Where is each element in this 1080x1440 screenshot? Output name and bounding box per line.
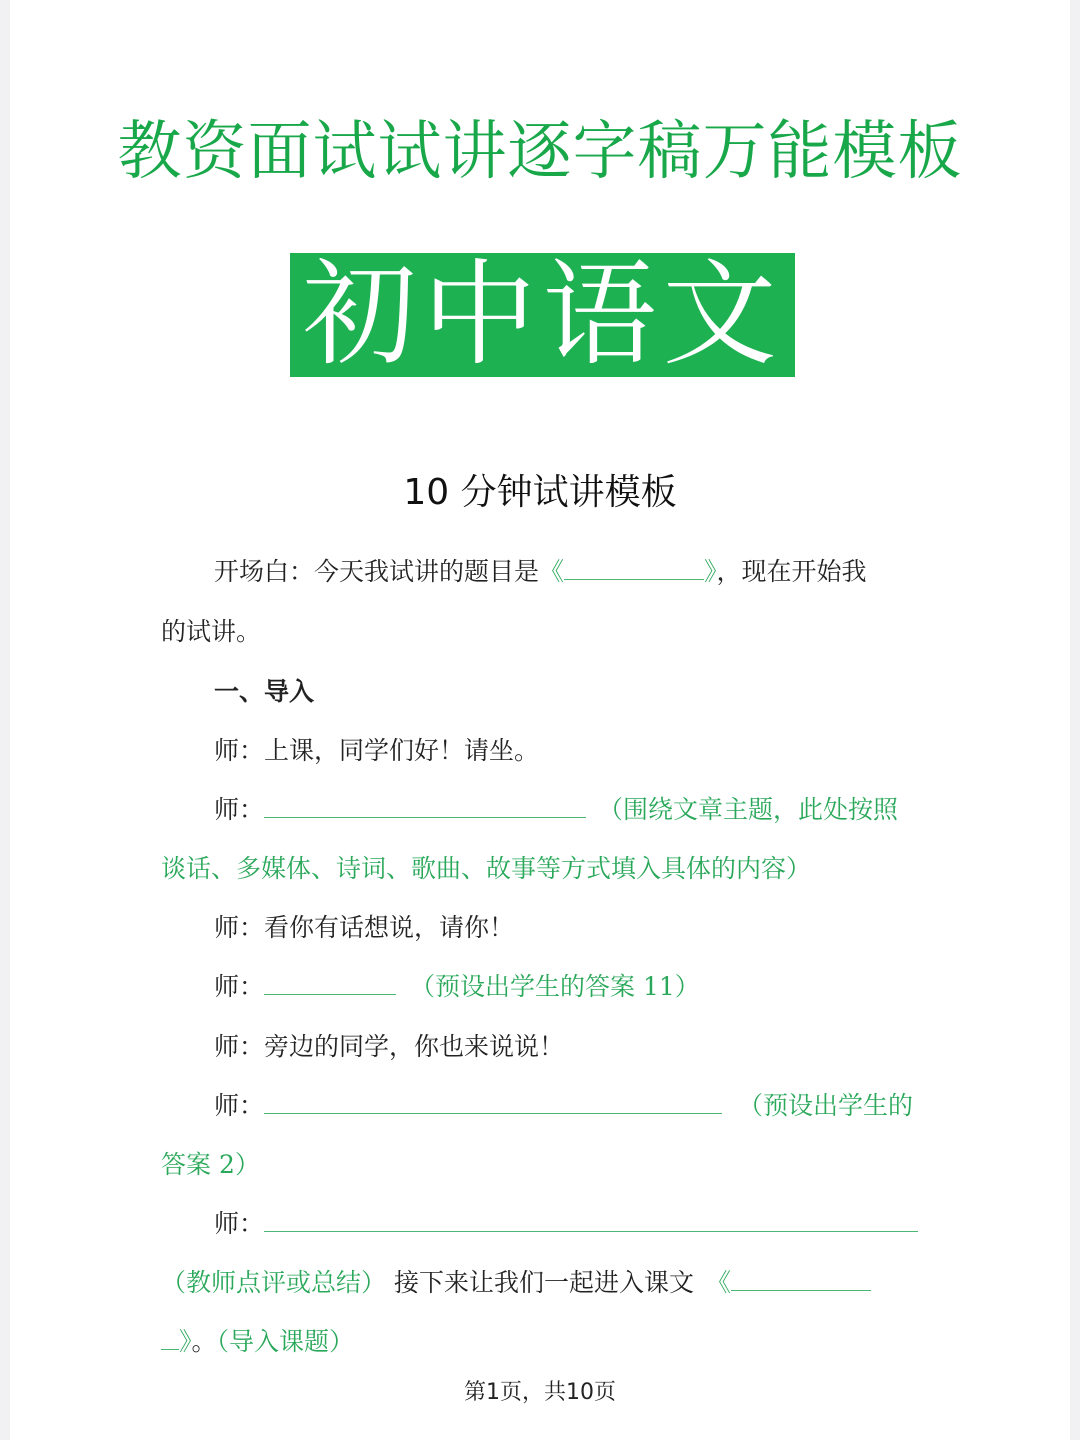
opening-continuation: 的试讲。 bbox=[161, 617, 262, 646]
title-blank-continuation bbox=[161, 1327, 179, 1350]
opening-continuation-line bbox=[161, 612, 261, 652]
invite-2-text: 旁边的同学，你也来说说！ bbox=[264, 1032, 565, 1061]
heading-intro: 一、导入 bbox=[214, 677, 315, 706]
teacher-line-invite-2 bbox=[214, 1027, 564, 1067]
enter-open-quote: 《 bbox=[706, 1268, 732, 1297]
main-title: 教资面试试讲逐字稿万能模板 bbox=[117, 115, 963, 189]
teacher-line-review bbox=[214, 1204, 918, 1244]
lead-title-note: （导入课题） bbox=[216, 1327, 355, 1356]
answer-1-blank bbox=[264, 972, 396, 995]
intro-blank bbox=[264, 795, 586, 818]
teacher-line-greeting bbox=[214, 731, 539, 771]
enter-text-line bbox=[161, 1263, 871, 1303]
teacher-prefix: 师： bbox=[214, 972, 265, 1001]
enter-text: 接下来让我们一起进入课文 bbox=[394, 1268, 695, 1297]
answer-1-note: （预设出学生的答案 11） bbox=[410, 972, 700, 1001]
teacher-line-answer-1 bbox=[214, 967, 700, 1007]
teacher-prefix: 师： bbox=[214, 913, 265, 942]
review-blank bbox=[264, 1209, 918, 1232]
teacher-prefix: 师： bbox=[214, 1091, 265, 1120]
page-footer: 第1页，共10页 bbox=[464, 1380, 616, 1405]
opening-close-quote: 》 bbox=[704, 557, 717, 586]
greeting-text: 上课，同学们好！请坐。 bbox=[264, 736, 540, 765]
lead-title-line bbox=[161, 1322, 354, 1362]
teacher-line-answer-2 bbox=[214, 1086, 913, 1126]
opening-after: ，现在开始我 bbox=[716, 557, 867, 586]
answer-2-note-part-2: 答案 2） bbox=[161, 1150, 260, 1179]
topic-blank bbox=[564, 557, 704, 580]
teacher-line-intro bbox=[214, 790, 898, 830]
teacher-prefix: 师： bbox=[214, 795, 265, 824]
teacher-line-invite bbox=[214, 908, 514, 948]
page-edge-right bbox=[1070, 0, 1080, 1440]
opening-open-quote: 《 bbox=[539, 557, 565, 586]
intro-note-part-1: （围绕文章主题，此处按照 bbox=[598, 795, 899, 824]
teacher-prefix: 师： bbox=[214, 736, 265, 765]
title-blank bbox=[731, 1268, 871, 1291]
enter-close-quote: 》 bbox=[179, 1327, 192, 1356]
opening-line bbox=[214, 552, 867, 592]
opening-label: 开场白：今天我试讲的题目是 bbox=[214, 557, 540, 586]
review-note: （教师点评或总结） bbox=[161, 1268, 387, 1297]
intro-note-part-2: 谈话、多媒体、诗词、歌曲、故事等方式填入具体的内容） bbox=[161, 854, 812, 883]
invite-text: 看你有话想说，请你！ bbox=[264, 913, 515, 942]
answer-2-blank bbox=[264, 1091, 722, 1114]
teacher-prefix: 师： bbox=[214, 1032, 265, 1061]
teacher-prefix: 师： bbox=[214, 1209, 265, 1238]
answer-2-note-part-1: （预设出学生的 bbox=[738, 1091, 914, 1120]
subject-banner: 初中语文 bbox=[290, 253, 795, 377]
section-title: 10 分钟试讲模板 bbox=[403, 472, 677, 513]
page-edge-left bbox=[0, 0, 10, 1440]
full-stop: 。 bbox=[191, 1327, 217, 1356]
